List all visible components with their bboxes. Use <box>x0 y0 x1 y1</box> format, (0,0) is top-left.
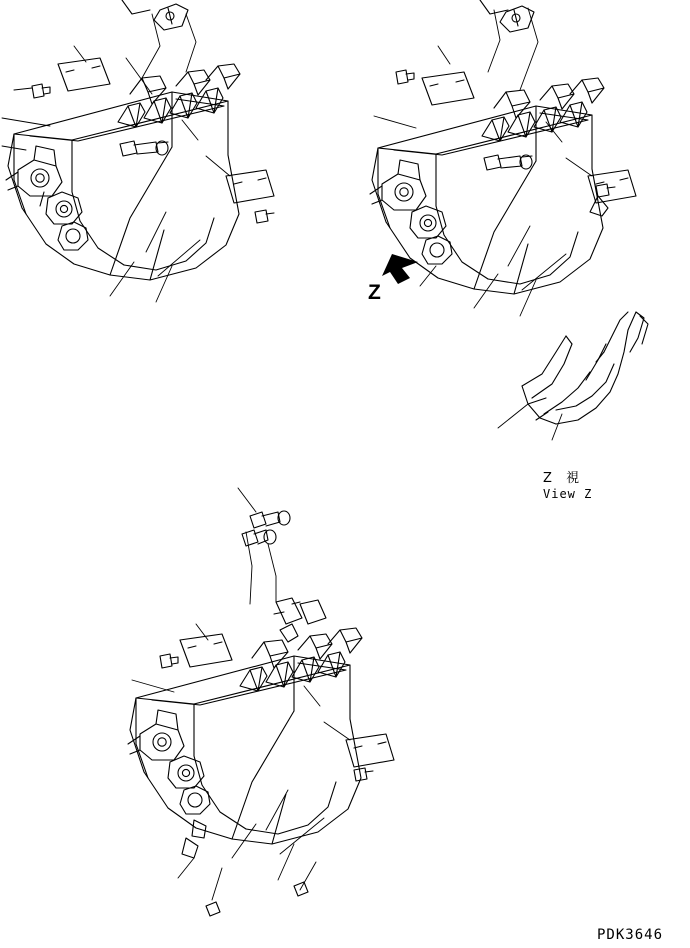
side-cutter-left-lower <box>180 634 232 667</box>
leader-lines-lower <box>132 488 350 900</box>
side-cutter-left-right-fig <box>422 72 474 105</box>
bucket-teeth-upper-right <box>482 78 604 141</box>
figure-view-z <box>498 312 648 440</box>
figure-upper-left <box>2 0 274 302</box>
view-z-label-en: View Z <box>543 487 593 501</box>
detail-arrow-z <box>382 254 418 284</box>
figure-lower <box>128 488 394 916</box>
bolt-hardware-lower <box>160 511 373 781</box>
detail-arrow-z-label: Z <box>368 281 381 304</box>
side-cutter-left <box>58 58 110 91</box>
bucket-teeth-lower <box>240 628 362 691</box>
bolt-hardware-upper-left <box>14 84 274 223</box>
drawing-number: PDK3646 <box>597 927 664 943</box>
figure-upper-right <box>370 0 636 316</box>
view-z-label-jp: Z 視 <box>543 471 582 486</box>
side-cutter-right <box>226 170 274 203</box>
side-cutter-right-lower <box>346 734 394 767</box>
bucket-teeth-upper-left <box>118 64 240 127</box>
